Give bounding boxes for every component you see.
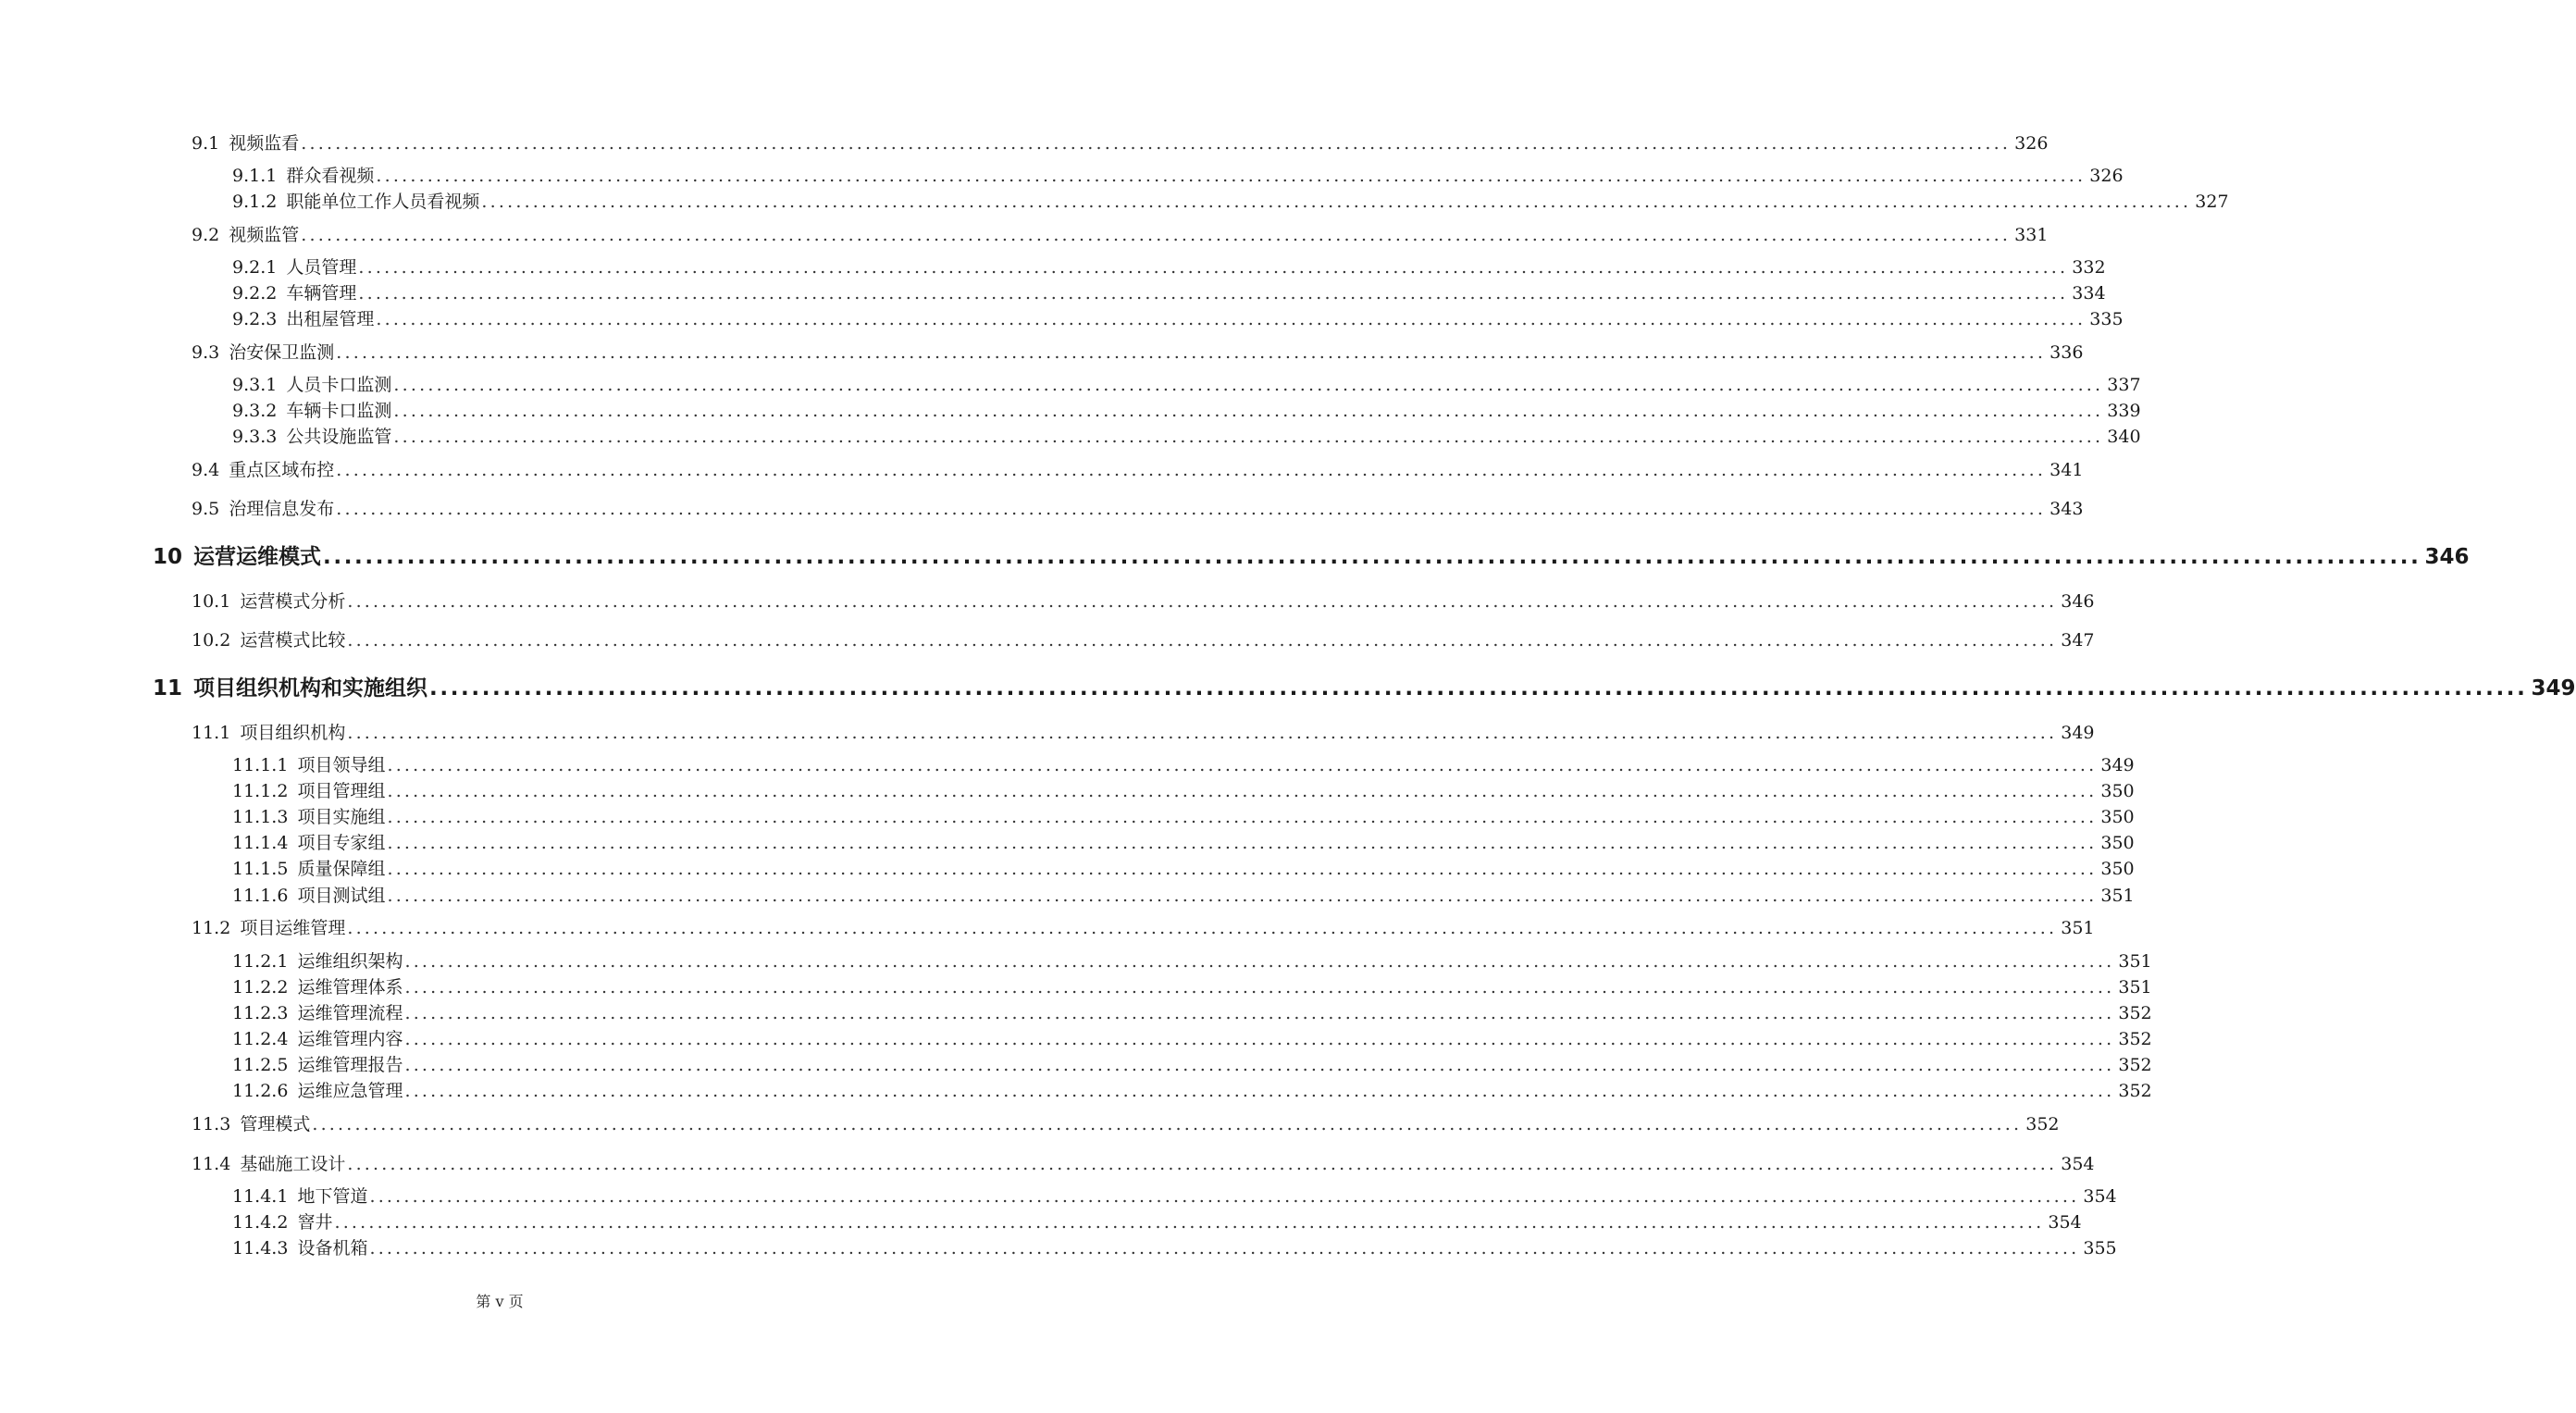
page-footer: 第 v 页 <box>476 1293 524 1310</box>
toc-entry-page-number: 346 <box>2061 591 2095 612</box>
toc-entry-page-number: 351 <box>2118 977 2152 998</box>
toc-entry-title: 群众看视频 <box>286 166 375 186</box>
toc-entry-title: 人员卡口监测 <box>286 375 392 395</box>
toc-entry-9-1[interactable] <box>192 130 2049 155</box>
toc-entry-title: 项目组织机构 <box>240 723 346 743</box>
toc-entry-title: 管理模式 <box>240 1114 311 1134</box>
toc-entry-page-number: 351 <box>2100 886 2135 906</box>
dot-leader: ........................................................................................................................................................................................................ <box>387 886 2098 906</box>
toc-entry-11-1[interactable] <box>192 719 2095 744</box>
dot-leader: ........................................................................................................................................................................................................ <box>387 781 2098 801</box>
dot-leader: ........................................................................................................................................................................................................ <box>347 918 2058 938</box>
toc-entry-title: 运营模式分析 <box>240 591 346 612</box>
toc-entry-11-4-2[interactable] <box>232 1208 2082 1233</box>
toc-entry-title: 运维管理报告 <box>297 1055 403 1075</box>
toc-entry-page-number: 336 <box>2050 342 2084 363</box>
toc-entry-number: 11.4.1 <box>232 1186 289 1207</box>
toc-entry-number: 11 <box>153 676 183 700</box>
toc-entry-number: 9.1.2 <box>232 192 278 212</box>
dot-leader: ........................................................................................................................................................................................................ <box>393 375 2104 395</box>
toc-entry-number: 9.2.1 <box>232 257 278 278</box>
dot-leader: ........................................................................................................................................................................................................ <box>347 723 2058 743</box>
dot-leader: ........................................................................................................................................................................................................ <box>404 1003 2115 1023</box>
toc-entry-title: 重点区域布控 <box>229 460 335 480</box>
toc-entry-11-2-1[interactable] <box>232 948 2152 973</box>
dot-leader: ........................................................................................................................................................................................................ <box>393 401 2104 421</box>
toc-entry-11-4-3[interactable] <box>232 1234 2117 1259</box>
toc-entry-11-2-4[interactable] <box>232 1025 2152 1050</box>
toc-entry-page-number: 352 <box>2118 1003 2152 1023</box>
toc-entry-title: 项目测试组 <box>297 886 386 906</box>
toc-entry-title: 项目专家组 <box>297 833 386 853</box>
toc-entry-page-number: 355 <box>2083 1238 2117 1258</box>
toc-entry-10-2[interactable] <box>192 626 2095 651</box>
toc-entry-number: 9.3.3 <box>232 427 278 447</box>
toc-entry-9-2[interactable] <box>192 221 2049 246</box>
toc-entry-title: 项目组织机构和实施组织 <box>193 676 428 700</box>
toc-entry-10[interactable] <box>153 539 2470 570</box>
toc-entry-number: 9.3.1 <box>232 375 278 395</box>
toc-entry-page-number: 351 <box>2118 951 2152 972</box>
dot-leader: ........................................................................................................................................................................................................ <box>347 591 2058 612</box>
toc-entry-title: 视频监看 <box>229 133 300 154</box>
toc-entry-page-number: 349 <box>2531 676 2576 700</box>
toc-entry-number: 10.2 <box>192 630 231 651</box>
dot-leader: ........................................................................................................................................................................................................ <box>369 1186 2080 1207</box>
toc-entry-9-1-2[interactable] <box>232 188 2229 213</box>
toc-entry-9-5[interactable] <box>192 495 2084 520</box>
toc-entry-title: 人员管理 <box>286 257 357 278</box>
toc-entry-title: 项目实施组 <box>297 807 386 827</box>
toc-entry-page-number: 335 <box>2089 309 2124 329</box>
toc-entry-number: 9.2 <box>192 225 220 245</box>
dot-leader: ........................................................................................................................................................................................................ <box>323 545 2421 569</box>
toc-entry-9-1-1[interactable] <box>232 162 2124 187</box>
dot-leader: ........................................................................................................................................................................................................ <box>336 499 2047 519</box>
toc-entry-number: 11.4 <box>192 1154 231 1174</box>
toc-entry-11-2-6[interactable] <box>232 1077 2152 1102</box>
toc-entry-title: 运营运维模式 <box>193 545 322 569</box>
toc-entry-title: 窨井 <box>297 1212 333 1233</box>
toc-entry-11-1-6[interactable] <box>232 882 2135 907</box>
toc-entry-title: 运维应急管理 <box>297 1081 403 1101</box>
dot-leader: ........................................................................................................................................................................................................ <box>376 166 2087 186</box>
toc-entry-11-2-5[interactable] <box>232 1051 2152 1076</box>
toc-entry-page-number: 346 <box>2424 545 2470 569</box>
toc-entry-number: 11.4.2 <box>232 1212 289 1233</box>
toc-entry-11-2-3[interactable] <box>232 999 2152 1024</box>
toc-entry-page-number: 354 <box>2083 1186 2117 1207</box>
toc-entry-page-number: 349 <box>2100 755 2135 775</box>
toc-entry-number: 11.2.1 <box>232 951 289 972</box>
toc-entry-11-1-5[interactable] <box>232 855 2135 880</box>
toc-entry-number: 9.1 <box>192 133 220 154</box>
toc-entry-title: 设备机箱 <box>297 1238 368 1258</box>
toc-entry-9-3[interactable] <box>192 339 2084 364</box>
dot-leader: ........................................................................................................................................................................................................ <box>301 133 2012 154</box>
toc-entry-number: 9.3.2 <box>232 401 278 421</box>
toc-entry-title: 项目领导组 <box>297 755 386 775</box>
dot-leader: ........................................................................................................................................................................................................ <box>393 427 2104 447</box>
toc-entry-number: 11.2.5 <box>232 1055 289 1075</box>
dot-leader: ........................................................................................................................................................................................................ <box>404 1055 2115 1075</box>
toc-entry-page-number: 340 <box>2107 427 2141 447</box>
toc-entry-number: 9.3 <box>192 342 220 363</box>
toc-entry-11-1-2[interactable] <box>232 777 2135 802</box>
toc-entry-9-3-1[interactable] <box>232 371 2141 396</box>
toc-entry-page-number: 347 <box>2061 630 2095 651</box>
toc-entry-page-number: 350 <box>2100 807 2135 827</box>
toc-entry-9-2-1[interactable] <box>232 254 2106 279</box>
toc-entry-title: 运维管理体系 <box>297 977 403 998</box>
toc-entry-11[interactable] <box>153 671 2576 701</box>
toc-entry-page-number: 351 <box>2061 918 2095 938</box>
toc-entry-11-2-2[interactable] <box>232 973 2152 998</box>
toc-entry-page-number: 343 <box>2050 499 2084 519</box>
toc-entry-page-number: 326 <box>2014 133 2049 154</box>
toc-entry-number: 11.1 <box>192 723 231 743</box>
dot-leader: ........................................................................................................................................................................................................ <box>347 1154 2058 1174</box>
dot-leader: ........................................................................................................................................................................................................ <box>404 951 2115 972</box>
dot-leader: ........................................................................................................................................................................................................ <box>376 309 2087 329</box>
toc-entry-page-number: 352 <box>2118 1081 2152 1101</box>
toc-entry-title: 视频监管 <box>229 225 300 245</box>
toc-entry-11-1-3[interactable] <box>232 803 2135 828</box>
toc-entry-10-1[interactable] <box>192 588 2095 613</box>
toc-entry-page-number: 337 <box>2107 375 2141 395</box>
toc-entry-number: 11.2.4 <box>232 1029 289 1049</box>
dot-leader: ........................................................................................................................................................................................................ <box>387 859 2098 879</box>
toc-entry-title: 项目管理组 <box>297 781 386 801</box>
toc-entry-title: 地下管道 <box>297 1186 368 1207</box>
dot-leader: ........................................................................................................................................................................................................ <box>404 1029 2115 1049</box>
dot-leader: ........................................................................................................................................................................................................ <box>387 755 2098 775</box>
toc-entry-title: 运营模式比较 <box>240 630 346 651</box>
dot-leader: ........................................................................................................................................................................................................ <box>369 1238 2080 1258</box>
toc-entry-title: 公共设施监管 <box>286 427 392 447</box>
toc-entry-number: 9.2.2 <box>232 283 278 304</box>
toc-entry-title: 治理信息发布 <box>229 499 335 519</box>
toc-entry-page-number: 331 <box>2014 225 2049 245</box>
dot-leader: ........................................................................................................................................................................................................ <box>347 630 2058 651</box>
toc-entry-number: 9.4 <box>192 460 220 480</box>
toc-entry-number: 9.5 <box>192 499 220 519</box>
toc-entry-page-number: 349 <box>2061 723 2095 743</box>
toc-entry-9-4[interactable] <box>192 456 2084 481</box>
toc-entry-page-number: 354 <box>2048 1212 2082 1233</box>
toc-entry-number: 11.1.2 <box>232 781 289 801</box>
toc-entry-title: 治安保卫监测 <box>229 342 335 363</box>
toc-entry-title: 运维管理流程 <box>297 1003 403 1023</box>
dot-leader: ........................................................................................................................................................................................................ <box>336 342 2047 363</box>
toc-entry-11-4[interactable] <box>192 1150 2095 1175</box>
toc-entry-number: 11.1.1 <box>232 755 289 775</box>
toc-entry-title: 车辆卡口监测 <box>286 401 392 421</box>
toc-entry-title: 基础施工设计 <box>240 1154 346 1174</box>
toc-entry-page-number: 339 <box>2107 401 2141 421</box>
dot-leader: ........................................................................................................................................................................................................ <box>481 192 2192 212</box>
toc-entry-number: 11.1.6 <box>232 886 289 906</box>
dot-leader: ........................................................................................................................................................................................................ <box>301 225 2012 245</box>
toc-entry-11-1-4[interactable] <box>232 829 2135 854</box>
toc-entry-title: 运维组织架构 <box>297 951 403 972</box>
toc-entry-9-3-3[interactable] <box>232 423 2141 448</box>
toc-entry-11-1-1[interactable] <box>232 751 2135 776</box>
dot-leader: ........................................................................................................................................................................................................ <box>404 977 2115 998</box>
toc-entry-number: 11.2 <box>192 918 231 938</box>
toc-entry-page-number: 350 <box>2100 833 2135 853</box>
toc-entry-page-number: 350 <box>2100 781 2135 801</box>
toc-entry-page-number: 352 <box>2118 1029 2152 1049</box>
dot-leader: ........................................................................................................................................................................................................ <box>387 833 2098 853</box>
toc-entry-number: 11.1.3 <box>232 807 289 827</box>
toc-entry-page-number: 334 <box>2072 283 2106 304</box>
toc-entry-title: 职能单位工作人员看视频 <box>286 192 480 212</box>
toc-entry-9-2-2[interactable] <box>232 279 2106 304</box>
dot-leader: ........................................................................................................................................................................................................ <box>358 257 2069 278</box>
toc-entry-page-number: 332 <box>2072 257 2106 278</box>
toc-entry-page-number: 352 <box>2118 1055 2152 1075</box>
dot-leader: ........................................................................................................................................................................................................ <box>387 807 2098 827</box>
toc-entry-number: 10 <box>153 545 183 569</box>
toc-entry-number: 9.1.1 <box>232 166 278 186</box>
toc-entry-page-number: 352 <box>2025 1114 2060 1134</box>
toc-entry-number: 11.2.6 <box>232 1081 289 1101</box>
toc-entry-title: 质量保障组 <box>297 859 386 879</box>
toc-entry-9-3-2[interactable] <box>232 397 2141 422</box>
toc-entry-number: 11.4.3 <box>232 1238 289 1258</box>
toc-entry-number: 11.1.4 <box>232 833 289 853</box>
toc-entry-11-2[interactable] <box>192 914 2095 939</box>
dot-leader: ........................................................................................................................................................................................................ <box>312 1114 2023 1134</box>
dot-leader: ........................................................................................................................................................................................................ <box>336 460 2047 480</box>
toc-entry-number: 11.3 <box>192 1114 231 1134</box>
toc-entry-number: 10.1 <box>192 591 231 612</box>
dot-leader: ........................................................................................................................................................................................................ <box>358 283 2069 304</box>
toc-entry-11-3[interactable] <box>192 1110 2060 1135</box>
toc-entry-title: 运维管理内容 <box>297 1029 403 1049</box>
toc-entry-title: 项目运维管理 <box>240 918 346 938</box>
toc-entry-number: 11.2.2 <box>232 977 289 998</box>
toc-entry-number: 9.2.3 <box>232 309 278 329</box>
toc-entry-page-number: 354 <box>2061 1154 2095 1174</box>
toc-entry-9-2-3[interactable] <box>232 305 2124 330</box>
toc-entry-title: 车辆管理 <box>286 283 357 304</box>
dot-leader: ........................................................................................................................................................................................................ <box>429 676 2528 700</box>
toc-entry-number: 11.2.3 <box>232 1003 289 1023</box>
toc-entry-title: 出租屋管理 <box>286 309 375 329</box>
toc-entry-number: 11.1.5 <box>232 859 289 879</box>
toc-entry-11-4-1[interactable] <box>232 1183 2117 1208</box>
toc-entry-page-number: 341 <box>2050 460 2084 480</box>
toc-entry-page-number: 350 <box>2100 859 2135 879</box>
toc-entry-page-number: 326 <box>2089 166 2124 186</box>
toc-entry-page-number: 327 <box>2195 192 2229 212</box>
dot-leader: ........................................................................................................................................................................................................ <box>404 1081 2115 1101</box>
dot-leader: ........................................................................................................................................................................................................ <box>334 1212 2045 1233</box>
